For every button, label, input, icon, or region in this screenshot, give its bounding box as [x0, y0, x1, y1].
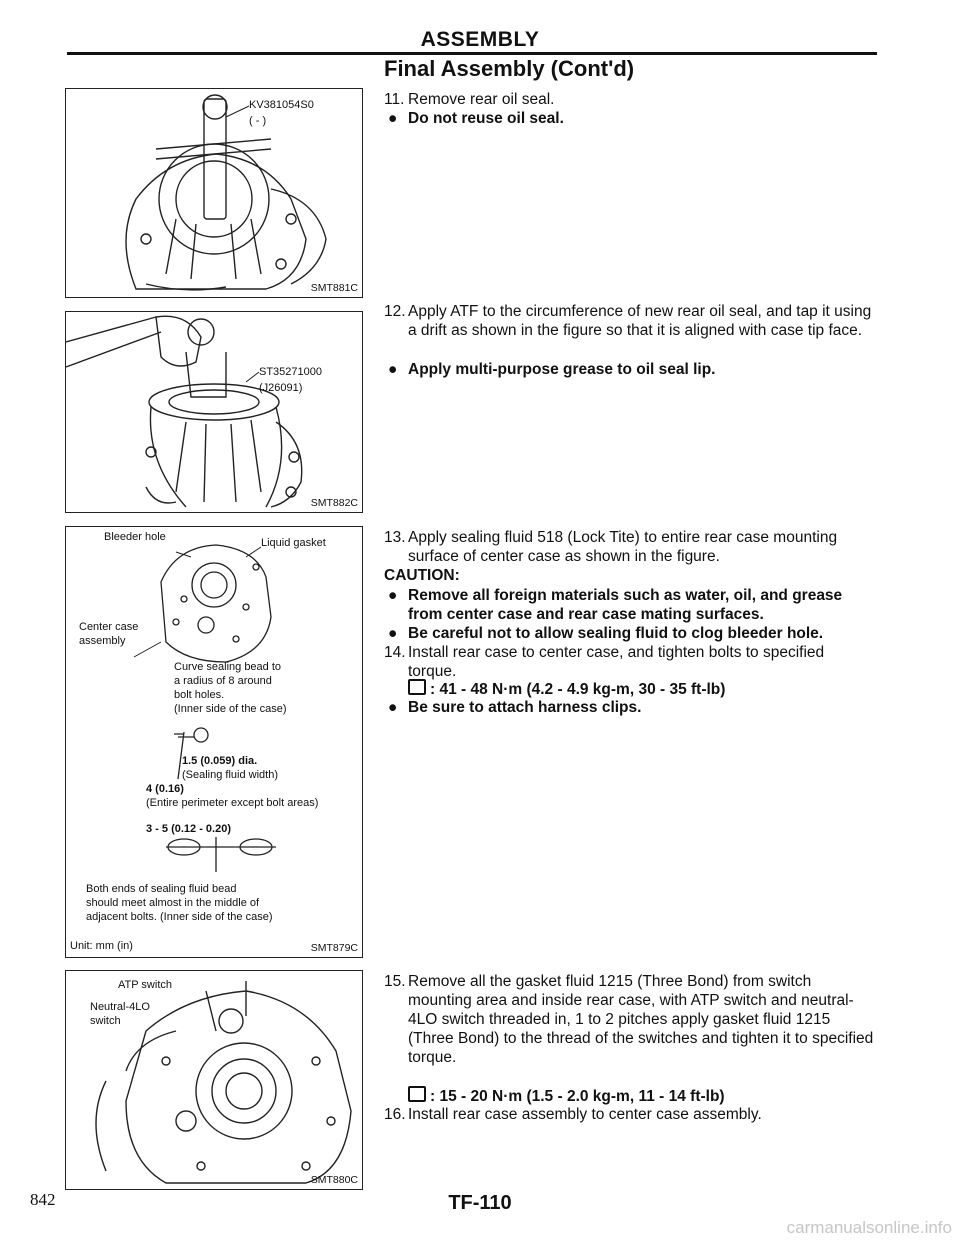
label-bead-diameter: 1.5 (0.059) dia. — [182, 755, 258, 767]
caution-1 — [384, 586, 874, 624]
label-ends-1: Both ends of sealing fluid bead — [86, 883, 237, 895]
label-center-case: Center case — [79, 621, 139, 633]
step-12-number: 12. — [384, 303, 406, 320]
bullet-11 — [384, 109, 874, 128]
step-11-number: 11. — [384, 91, 405, 108]
figure-code-3: SMT879C — [310, 942, 358, 954]
bullet-12 — [384, 360, 874, 379]
bullet-icon: ● — [388, 625, 398, 642]
figure-code-2: SMT882C — [310, 497, 358, 509]
torque-spec-14-text: : 41 - 48 N·m (4.2 - 4.9 kg-m, 30 - 35 ft-lb) — [430, 681, 726, 698]
label-ends-3: adjacent bolts. (Inner side of the case) — [86, 911, 273, 923]
section-title: Final Assembly (Cont'd) — [384, 56, 635, 81]
label-bleeder-hole: Bleeder hole — [104, 531, 166, 543]
page-header-title: ASSEMBLY — [420, 28, 540, 51]
step-13-text: Apply sealing fluid 518 (Lock Tite) to entire rear case mounting surface of center case as shown in the figure. — [408, 529, 838, 565]
caution-2-text: Be careful not to allow sealing fluid to clog bleeder hole. — [408, 625, 824, 642]
step-14-number: 14. — [384, 644, 406, 661]
bullet-14 — [384, 698, 874, 717]
caution-1-text: Remove all foreign materials such as water, oil, and grease from center case and rear case mating surfaces. — [408, 587, 843, 623]
torque-spec-15 — [408, 1086, 725, 1106]
step-15-text: Remove all the gasket fluid 1215 (Three Bond) from switch mounting area and inside rear case, with ATP switch and neutral-4LO switch threaded in, 1 to 2 pitches apply gasket fluid 1215 (Three Bond) to the thread of the switches and tighten it to specified torque. — [408, 973, 874, 1066]
tool-sub-1: ( - ) — [249, 115, 267, 127]
step-15-number: 15. — [384, 973, 406, 990]
bullet-11-text: Do not reuse oil seal. — [408, 110, 564, 127]
tool-number-1: KV381054S0 — [249, 99, 314, 111]
bullet-14-text: Be sure to attach harness clips. — [408, 699, 642, 716]
step-16-number: 16. — [384, 1106, 406, 1123]
transfer-case-illustration — [66, 89, 362, 297]
label-unit: Unit: mm (in) — [70, 940, 133, 952]
bullet-12-text: Apply multi-purpose grease to oil seal lip. — [408, 361, 716, 378]
caution-2 — [384, 624, 874, 643]
label-ends-2: should meet almost in the middle of — [86, 897, 260, 909]
figure-code-4: SMT880C — [310, 1174, 358, 1186]
step-12 — [384, 302, 874, 340]
label-curve-4: (Inner side of the case) — [174, 703, 287, 715]
label-atp-switch: ATP switch — [118, 979, 172, 991]
label-perimeter: (Entire perimeter except bolt areas) — [146, 797, 319, 809]
figure-sealing-fluid — [65, 526, 363, 958]
step-13 — [384, 528, 874, 566]
header-rule — [67, 52, 877, 55]
step-12-text: Apply ATF to the circumference of new rear oil seal, and tap it using a drift as shown in the figure so that it is aligned with case tip face. — [408, 303, 872, 339]
figure-remove-oil-seal — [65, 88, 363, 298]
bullet-icon: ● — [388, 699, 398, 716]
page-id: TF-110 — [448, 1192, 512, 1214]
label-switch: switch — [90, 1015, 121, 1027]
tool-number-2: ST35271000 — [259, 366, 322, 378]
torque-icon — [408, 1086, 426, 1102]
step-11 — [384, 90, 874, 109]
step-16-text: Install rear case assembly to center case assembly. — [408, 1106, 762, 1123]
label-fluid-width: (Sealing fluid width) — [182, 769, 278, 781]
step-15 — [384, 972, 874, 1067]
torque-spec-14 — [408, 679, 725, 699]
label-curve-2: a radius of 8 around — [174, 675, 272, 687]
torque-icon — [408, 679, 426, 695]
tool-sub-2: (J26091) — [259, 382, 303, 394]
torque-spec-15-text: : 15 - 20 N·m (1.5 - 2.0 kg-m, 11 - 14 ft-lb) — [430, 1088, 725, 1105]
caution-heading: CAUTION: — [384, 567, 460, 584]
step-11-text: Remove rear oil seal. — [408, 91, 555, 108]
figure-switches — [65, 970, 363, 1190]
label-4mm: 4 (0.16) — [146, 783, 184, 795]
label-curve-1: Curve sealing bead to — [174, 661, 282, 673]
step-13-number: 13. — [384, 529, 406, 546]
step-16 — [384, 1105, 874, 1124]
drift-tool-illustration — [66, 312, 362, 512]
label-liquid-gasket: Liquid gasket — [261, 537, 326, 549]
step-14-text: Install rear case to center case, and tighten bolts to specified torque. — [408, 644, 825, 680]
label-gap-range: 3 - 5 (0.12 - 0.20) — [146, 823, 231, 835]
label-assembly: assembly — [79, 635, 126, 647]
label-curve-3: bolt holes. — [174, 689, 225, 701]
label-neutral-4lo: Neutral-4LO — [90, 1001, 150, 1013]
bullet-icon: ● — [388, 361, 398, 378]
figure-code-1: SMT881C — [310, 282, 358, 294]
bullet-icon: ● — [388, 110, 398, 127]
step-14 — [384, 643, 874, 681]
bullet-icon: ● — [388, 587, 398, 604]
figure-install-oil-seal — [65, 311, 363, 513]
watermark: carmanualsonline.info — [786, 1218, 952, 1237]
page-number: 842 — [30, 1190, 56, 1209]
